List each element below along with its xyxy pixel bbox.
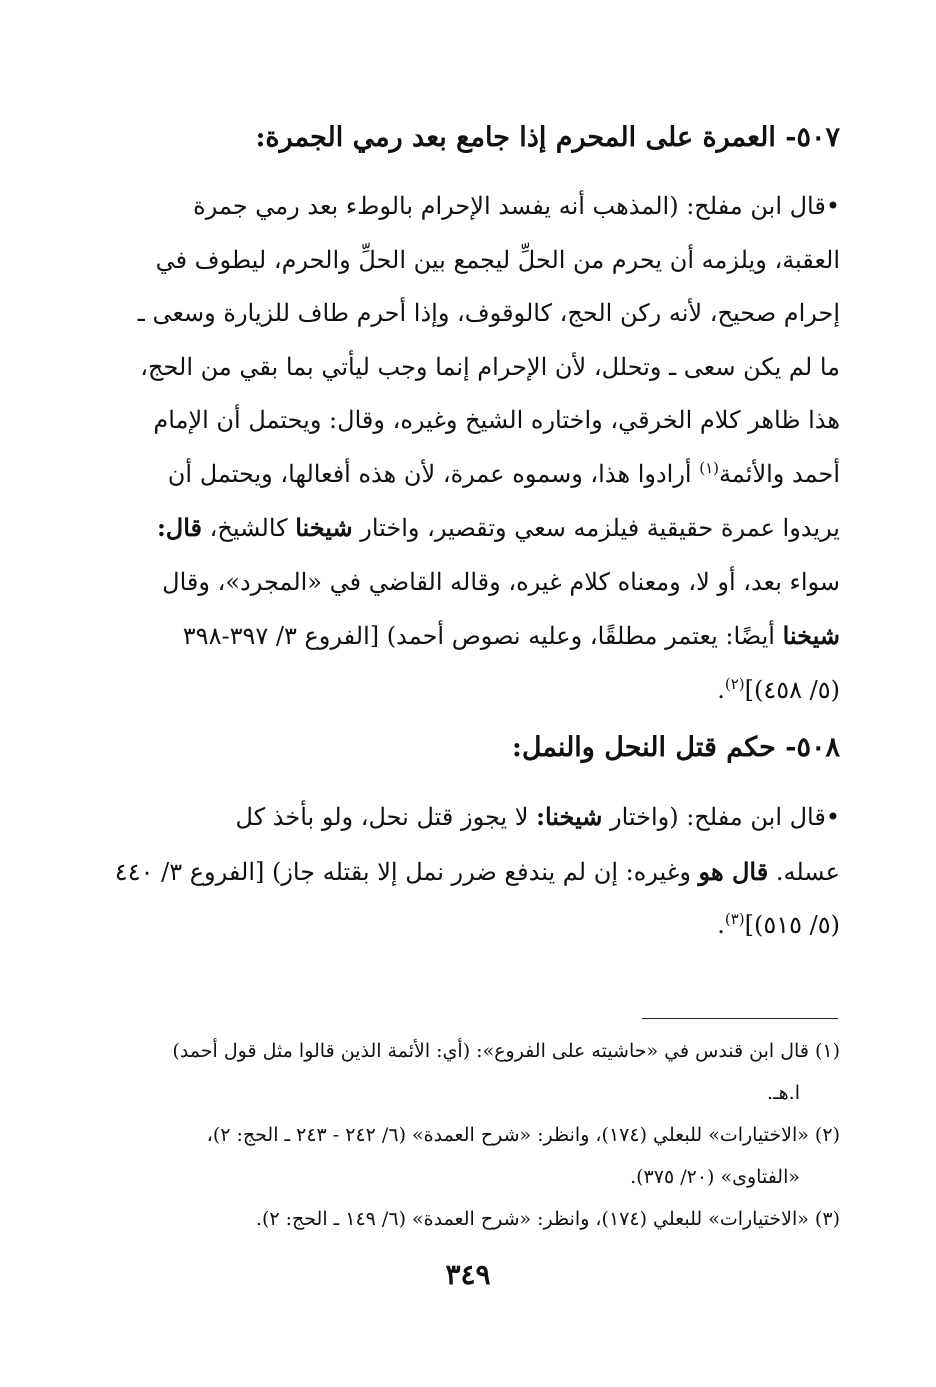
text-line [100, 790, 840, 845]
text-run: كالشيخ، [202, 514, 296, 542]
footnote-ref-1[interactable]: (١) [699, 458, 720, 477]
text-line: العقبة، ويلزمه أن يحرم من الحلِّ ليجمع بين الحلِّ والحرم، ليطوف في [155, 245, 840, 274]
text-run: لا يجوز قتل نحل، ولو بأخذ كل [235, 803, 537, 831]
text-run: •قال ابن مفلح: (واختار [602, 803, 840, 831]
citation: (٥/ ٥١٥)] [744, 911, 840, 939]
footnote-1-cont: ا.هـ. [767, 1082, 800, 1104]
footnote-2-cont: «الفتاوى» (٢٠/ ٣٧٥). [630, 1166, 800, 1188]
text-line: •قال ابن مفلح: (المذهب أنه يفسد الإحرام بالوطء بعد رمي جمرة [193, 192, 840, 220]
text-line: هذا ظاهر كلام الخرقي، واختاره الشيخ وغيره، وقال: ويحتمل أن الإمام [153, 406, 840, 434]
page-number: ٣٤٩ [445, 1258, 491, 1291]
citation: (٥/ ٤٥٨)] [744, 675, 840, 704]
footnote-ref-3[interactable]: (٣) [724, 910, 745, 928]
footnote-1: (١) قال ابن قندس في «حاشيته على الفروع»: (أي: الأئمة الذين قالوا مثل قول أحمد) [172, 1040, 840, 1062]
text-line: إحرام صحيح، لأنه ركن الحج، كالوقوف، وإذا أحرم طاف للزيارة وسعى ـ [137, 299, 840, 327]
footnote-3: (٣) «الاختيارات» للبعلي (١٧٤)، وانظر: «شرح العمدة» (٦/ ١٤٩ ـ الحج: ٢). [255, 1208, 840, 1230]
section-508-heading: ٥٠٨- حكم قتل النحل والنمل: [511, 732, 840, 763]
text-run: وغيره: إن لم يندفع ضرر نمل إلا بقتله جاز) [الفروع ٣/ ٤٤٠ [114, 857, 699, 886]
text-line: (٥/ ٤٥٨)]$^{(٢)}$. [717, 674, 840, 704]
text-run: أيضًا: يعتمر مطلقًا، وعليه نصوص أحمد) [الفروع ٣/ ٣٩٧-٣٩٨ [182, 622, 783, 650]
bold-term: شيخنا [782, 621, 840, 650]
text-line: ما لم يكن سعى ـ وتحلل، لأن الإحرام إنما وجب ليأتي بما بقي من الحج، [140, 352, 840, 381]
text-line [100, 501, 840, 556]
text-run: يريدوا عمرة حقيقية فيلزمه سعي وتقصير، واختار [352, 514, 840, 542]
text-run: أرادوا هذا، وسموه عمرة، لأن هذه أفعالها، ويحتمل أن [167, 459, 700, 488]
section-508-body [100, 790, 840, 953]
section-507-heading: ٥٠٧- العمرة على المحرم إذا جامع بعد رمي الجمرة: [255, 122, 840, 153]
footnote-separator [642, 1018, 838, 1019]
text-run: عسله. [768, 857, 840, 886]
bold-term: شيخنا [295, 513, 353, 542]
footnotes [100, 1030, 840, 1240]
text-run: أحمد والأئمة [719, 459, 840, 488]
text-line [100, 448, 840, 502]
text-line: سواء بعد، أو لا، ومعناه كلام غيره، وقاله القاضي في «المجرد»، وقال [162, 567, 840, 596]
text-line: (٥/ ٥١٥)]$^{(٣)}$. [717, 910, 840, 939]
footnote-2: (٢) «الاختيارات» للبعلي (١٧٤)، وانظر: «شرح العمدة» (٦/ ٢٤٢ - ٢٤٣ ـ الحج: ٢)، [206, 1124, 840, 1146]
bold-term: قال: [156, 513, 203, 542]
footnote-ref-2[interactable]: (٢) [724, 674, 745, 693]
section-507-body [100, 180, 840, 717]
text-line [100, 609, 840, 664]
bold-term: شيخنا: [536, 802, 603, 831]
bold-term: قال هو [698, 856, 769, 886]
text-line [100, 845, 840, 900]
